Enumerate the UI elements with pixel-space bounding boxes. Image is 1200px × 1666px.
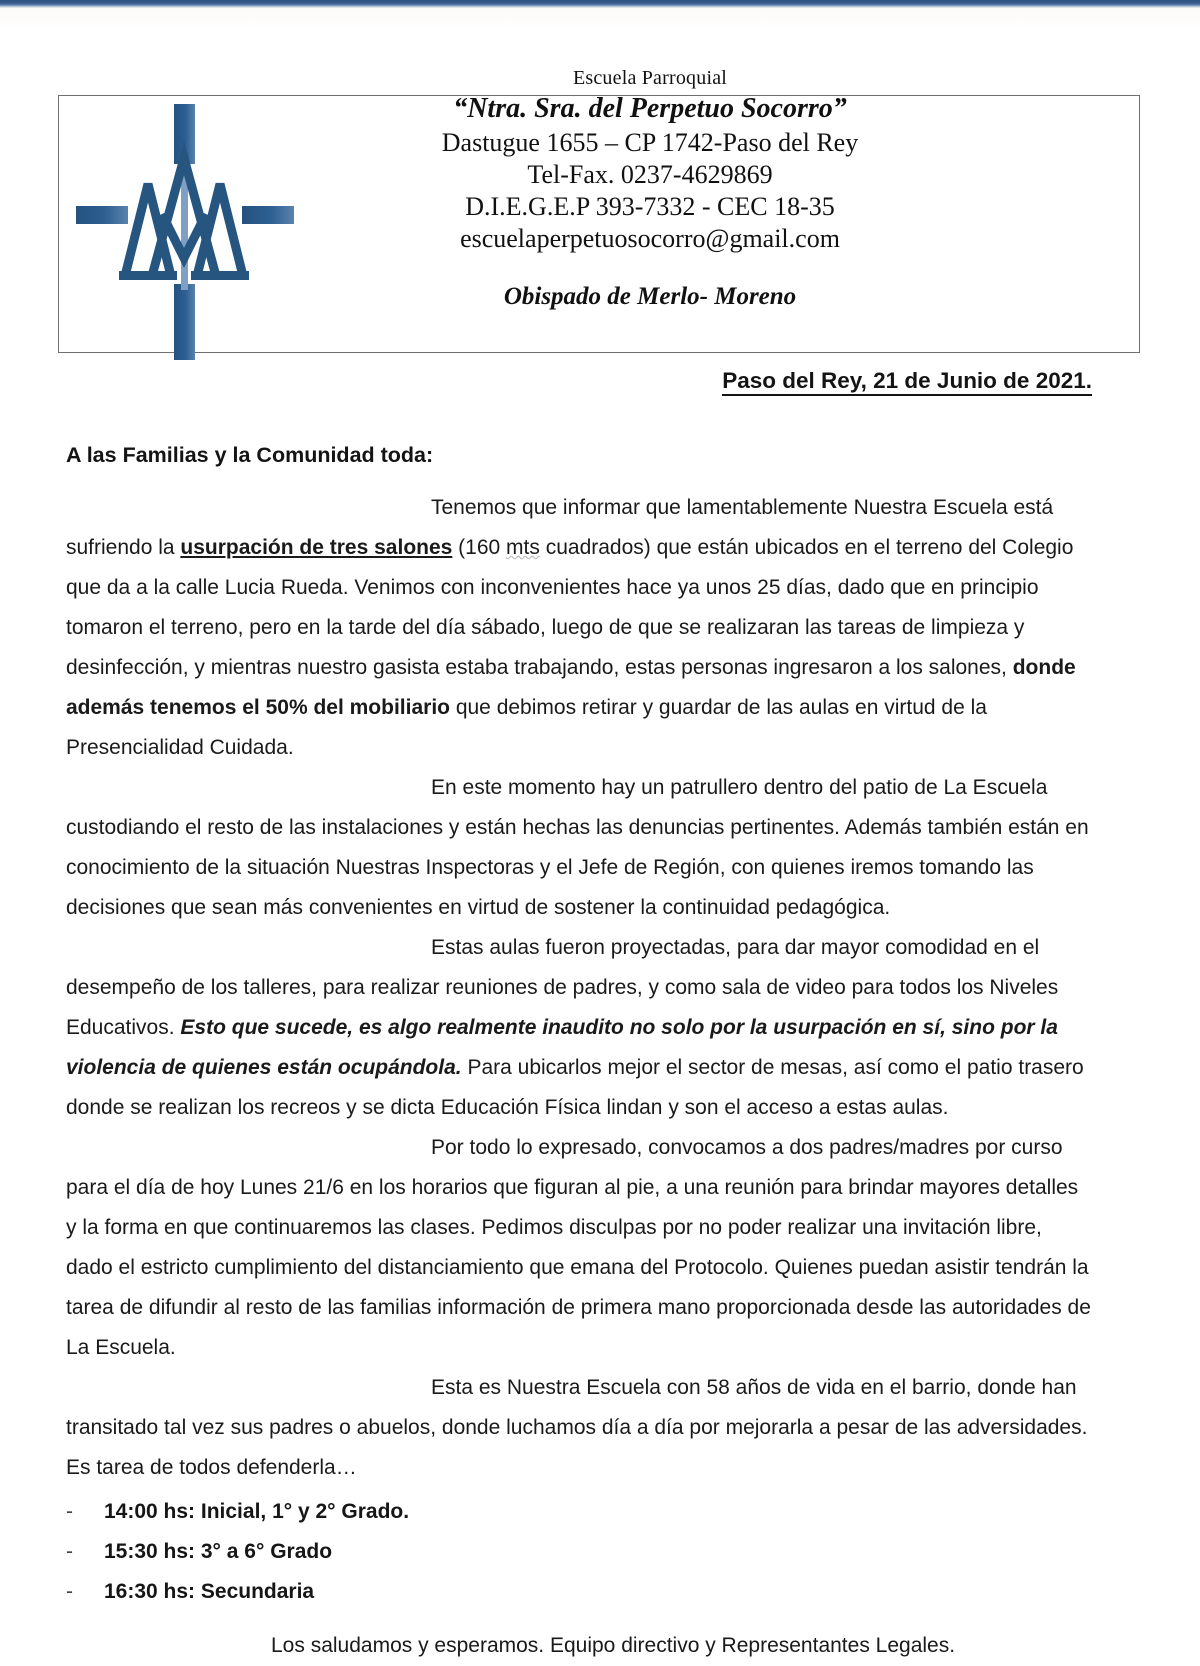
p1-segment-7: que debimos retirar y guardar de las aulas en virtud de la Presencialidad Cuidada. xyxy=(66,696,987,759)
letterhead-registration: D.I.E.G.E.P 393-7332 - CEC 18-35 xyxy=(465,192,835,221)
p1-usurpacion-highlight: usurpación de tres salones xyxy=(180,536,453,559)
paragraph-3 xyxy=(66,928,1092,1128)
letter-body xyxy=(66,443,1092,1666)
top-accent-fade xyxy=(0,8,1200,30)
meeting-schedule-list xyxy=(66,1492,1092,1612)
paragraph-5 xyxy=(66,1368,1092,1488)
list-item xyxy=(66,1532,1092,1572)
p3-emphasis: Esto que sucede, es algo realmente inaudito no solo por la usurpación en sí, sino por la violencia de quienes están ocupándola. xyxy=(66,1016,1058,1079)
marian-monogram-cross-logo xyxy=(62,88,312,360)
letterhead-line-1: Escuela Parroquial xyxy=(572,67,728,89)
bullet-dash-icon: - xyxy=(66,1580,73,1603)
p2-segment-1: En este momento hay un patrullero dentro del patio de La Escuela custodiando el resto de las instalaciones y están hechas las denuncias pertinentes. Además también están en conocimiento de la situación Nuestras Inspectoras y el Jefe de Región, con quienes iremos tomando las decisiones que sean más convenientes en virtud de sostener la continuidad pedagógica. xyxy=(66,776,1089,919)
list-item xyxy=(66,1572,1092,1612)
letterhead-text xyxy=(300,68,1000,309)
bullet-dash-icon: - xyxy=(66,1500,73,1523)
p1-spellcheck-word: mts xyxy=(506,536,540,559)
salutation: A las Familias y la Comunidad toda: xyxy=(66,443,434,467)
p3-segment-3: Para ubicarlos mejor el sector de mesas, así como el patio trasero donde se realizan los recreos y se dicta Educación Física lindan y son el acceso a estas aulas. xyxy=(66,1056,1084,1119)
letterhead-school-name: “Ntra. Sra. del Perpetuo Socorro” xyxy=(453,93,847,124)
p3-segment-1: Estas aulas fueron proyectadas, para dar mayor comodidad en el desempeño de los talleres, para realizar reuniones de padres, y como sala de video para todos los Niveles Educativos. xyxy=(66,936,1059,1039)
date-line-text: Paso del Rey, 21 de Junio de 2021. xyxy=(722,368,1092,396)
letterhead-diocese: Obispado de Merlo- Moreno xyxy=(503,283,797,310)
p1-segment-3: (160 xyxy=(452,536,507,559)
schedule-item-text: 14:00 hs: Inicial, 1° y 2° Grado. xyxy=(104,1500,410,1523)
top-accent-bar xyxy=(0,0,1200,8)
letterhead-address: Dastugue 1655 – CP 1742-Paso del Rey xyxy=(441,128,859,157)
p4-segment-1: Por todo lo expresado, convocamos a dos padres/madres por curso para el día de hoy Lunes 21/6 en los horarios que figuran al pie, a una reunión para brindar mayores detalles y la forma en que continuaremos las clases. Pedimos disculpas por no poder realizar una invitación libre, dado el estricto cumplimiento del distanciamiento que emana del Protocolo. Quienes puedan asistir tendrán la tarea de difundir al resto de las familias información de primera mano proporcionada desde las autoridades de La Escuela. xyxy=(66,1136,1091,1359)
p1-segment-1: Tenemos que informar que lamentablemente Nuestra Escuela está sufriendo la xyxy=(66,496,1054,559)
closing-line: Los saludamos y esperamos. Equipo directivo y Representantes Legales. xyxy=(271,1634,956,1657)
paragraph-2 xyxy=(66,768,1092,928)
schedule-item-text: 15:30 hs: 3° a 6° Grado xyxy=(104,1540,333,1563)
date-line xyxy=(60,368,1092,394)
schedule-item-text: 16:30 hs: Secundaria xyxy=(104,1580,315,1603)
p5-segment-1: Esta es Nuestra Escuela con 58 años de vida en el barrio, donde han transitado tal vez sus padres o abuelos, donde luchamos día a día por mejorarla a pesar de las adversidades. Es tarea de todos defenderla… xyxy=(66,1376,1088,1479)
p1-segment-5: cuadrados) que están ubicados en el terreno del Colegio que da a la calle Lucia Rueda. Venimos con inconvenientes hace ya unos 25 días, dado que en principio tomaron el terreno, pero en la tarde del día sábado, luego de que se realizaran las tareas de limpieza y desinfección, y mientras nuestro gasista estaba trabajando, estas personas ingresaron a los salones, xyxy=(66,536,1074,679)
letterhead-phone: Tel-Fax. 0237-4629869 xyxy=(527,160,773,189)
letterhead-email: escuelaperpetuosocorro@gmail.com xyxy=(460,224,840,253)
p1-mobiliario-highlight: donde además tenemos el 50% del mobiliario xyxy=(66,656,1076,719)
bullet-dash-icon: - xyxy=(66,1540,73,1563)
paragraph-4 xyxy=(66,1128,1092,1368)
list-item xyxy=(66,1492,1092,1532)
paragraph-1 xyxy=(66,488,1092,768)
